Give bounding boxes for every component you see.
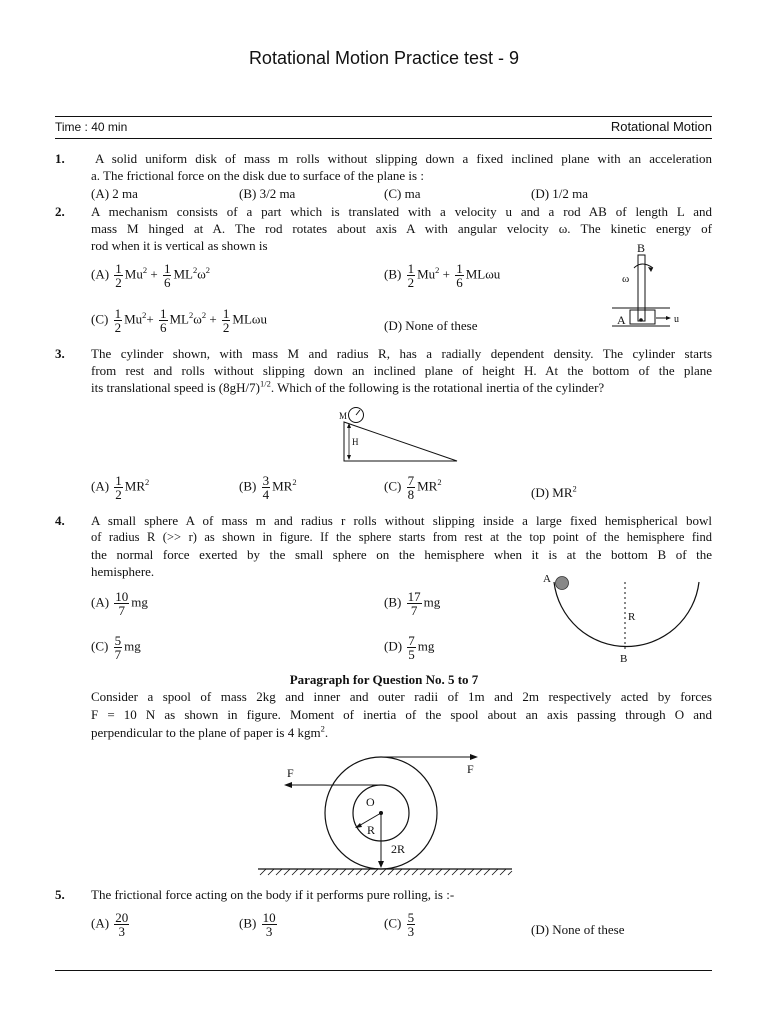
label-h: H bbox=[352, 437, 359, 447]
subject-label: Rotational Motion bbox=[610, 119, 712, 134]
label-f-right: F bbox=[467, 762, 474, 776]
option-b[interactable]: (B) $\frac{1}{2}$ Mu$^2$ + $\frac{1}{6}$ MLωu bbox=[384, 261, 501, 290]
option-a[interactable]: (A) $\frac{1}{2}$ Mu$^2$ + $\frac{1}{6}$ $ML^2\omega^2$ bbox=[91, 261, 211, 290]
label-m: M bbox=[339, 411, 348, 421]
footer-rule bbox=[55, 970, 712, 971]
time-label: Time : 40 min bbox=[55, 120, 128, 134]
radius-line bbox=[356, 410, 360, 415]
label-u: u bbox=[674, 314, 679, 325]
question-text: mass M hinged at A. The rod rotates about axis A with angular velocity ω. The kinetic energy of bbox=[91, 221, 712, 236]
question-text: The frictional force acting on the body if it performs pure rolling, is :- bbox=[91, 887, 455, 902]
bowl-arc bbox=[554, 582, 699, 646]
option-a[interactable]: (A) $\frac{10}{7}$ mg bbox=[91, 589, 148, 618]
force-left-arrowhead bbox=[284, 782, 292, 788]
paragraph-text: Consider a spool of mass 2kg and inner and outer radii of 1m and 2m respectively acted by forces bbox=[91, 689, 712, 704]
question-number: 5. bbox=[55, 887, 65, 902]
option-c[interactable]: (C) $\frac{7}{8}$ $MR^2$ bbox=[384, 473, 442, 502]
paragraph-title: Paragraph for Question No. 5 to 7 bbox=[289, 672, 479, 687]
option-d[interactable]: (D) None of these bbox=[384, 318, 478, 333]
question-text: A mechanism consists of a part which is translated with a velocity u and a rod AB of length L and bbox=[91, 204, 712, 219]
question-text: of radius R (>> r) as shown in figure. If the sphere starts from rest at the top point of the hemisphere find bbox=[91, 530, 712, 544]
question-text: the normal force exerted by the small sphere on the hemisphere when it is at the bottom B of the bbox=[91, 547, 712, 562]
label-o: O bbox=[366, 795, 375, 809]
question-text: A solid uniform disk of mass m rolls without slipping down a fixed inclined plane with an acceleration bbox=[95, 151, 712, 166]
option-b[interactable]: (B) $\frac{17}{7}$ mg bbox=[384, 589, 441, 618]
question-text: from rest and rolls without slipping down an inclined plane of height H. At the bottom of the plane bbox=[91, 363, 712, 378]
small-sphere bbox=[556, 577, 569, 590]
question-text: a. The frictional force on the disk due to surface of the plane is : bbox=[91, 168, 424, 183]
option-c[interactable]: (C) ma bbox=[384, 186, 421, 201]
velocity-arrowhead bbox=[666, 316, 671, 320]
option-b[interactable]: (B) 3/2 ma bbox=[239, 186, 296, 201]
question-text: The cylinder shown, with mass M and radius R, has a radially dependent density. The cylinder starts bbox=[91, 346, 712, 361]
option-b[interactable]: (B) $\frac{3}{4}$ $MR^2$ bbox=[239, 473, 297, 502]
question-text: rod when it is vertical as shown is bbox=[91, 238, 268, 253]
question-text: its translational speed is $(8gH/7)^{1/2}$. Which of the following is the rotational inertia of the cylinder? bbox=[91, 378, 605, 395]
paragraph-text: perpendicular to the plane of paper is 4 kgm$^2$. bbox=[91, 723, 329, 740]
label-r: R bbox=[628, 611, 636, 623]
option-a[interactable]: (A) 2 ma bbox=[91, 186, 138, 201]
rod-mechanism-figure bbox=[608, 240, 698, 335]
option-a[interactable]: (A) $\frac{20}{3}$ bbox=[91, 910, 129, 939]
label-a: A bbox=[543, 573, 551, 585]
label-omega: ω bbox=[622, 273, 630, 285]
option-c[interactable]: (C) $\frac{5}{3}$ bbox=[384, 910, 415, 939]
incline-figure bbox=[336, 404, 461, 466]
option-d[interactable]: (D) $MR^2$ bbox=[531, 483, 577, 500]
omega-arrow bbox=[634, 264, 653, 268]
paragraph-text: F = 10 N as shown in figure. Moment of inertia of the spool about an axis passing through O and bbox=[91, 707, 712, 722]
question-text: A small sphere A of mass m and radius r rolls without slipping inside a large fixed hemispherical bowl bbox=[91, 513, 712, 528]
question-text: hemisphere. bbox=[91, 564, 155, 579]
label-b: B bbox=[620, 653, 628, 665]
ground-hatch bbox=[260, 869, 512, 875]
question-number: 2. bbox=[55, 204, 65, 219]
page-title: Rotational Motion Practice test - 9 bbox=[248, 48, 520, 68]
label-r: R bbox=[367, 823, 376, 837]
header-rule-top bbox=[55, 116, 712, 117]
radius-2r-arrowhead bbox=[378, 861, 384, 868]
label-f-left: F bbox=[287, 766, 294, 780]
question-number: 4. bbox=[55, 513, 65, 528]
label-b: B bbox=[637, 241, 646, 255]
incline-plane bbox=[344, 422, 457, 461]
option-c[interactable]: (C) $\frac{1}{2}$ $Mu^2+$ $\frac{1}{6}$ $ML^2\omega^2$ + $\frac{1}{2}$ MLωu bbox=[91, 306, 267, 335]
option-d[interactable]: (D) $\frac{7}{5}$ mg bbox=[384, 633, 435, 662]
option-c[interactable]: (C) $\frac{5}{7}$ mg bbox=[91, 633, 141, 662]
label-2r: 2R bbox=[391, 842, 406, 856]
option-b[interactable]: (B) $\frac{10}{3}$ bbox=[239, 910, 276, 939]
question-number: 3. bbox=[55, 346, 65, 361]
hemisphere-figure bbox=[540, 572, 705, 667]
height-arrowhead-bottom bbox=[347, 455, 351, 460]
label-a: A bbox=[617, 313, 626, 327]
force-right-arrowhead bbox=[470, 754, 478, 760]
sliding-block bbox=[630, 310, 655, 324]
question-number: 1. bbox=[55, 151, 65, 166]
option-a[interactable]: (A) $\frac{1}{2}$ $MR^2$ bbox=[91, 473, 150, 502]
hinge-a bbox=[639, 318, 643, 322]
option-d[interactable]: (D) 1/2 ma bbox=[531, 186, 589, 201]
option-d[interactable]: (D) None of these bbox=[531, 922, 625, 937]
header-rule-bottom bbox=[55, 138, 712, 139]
spool-figure bbox=[250, 755, 520, 875]
